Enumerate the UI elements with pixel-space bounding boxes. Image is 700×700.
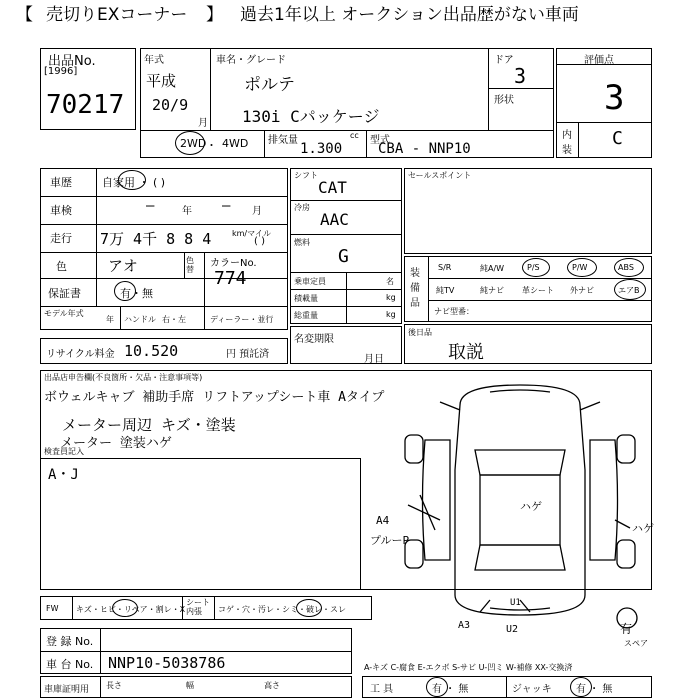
weight-label: 総重量: [294, 311, 318, 320]
ac-label: 冷房: [294, 203, 310, 212]
drive-2wd: 2WD: [180, 137, 207, 150]
inspection-label: 車検: [50, 204, 72, 217]
model-label: 型式: [370, 135, 390, 146]
mileage-paren: ( ): [254, 236, 265, 247]
jack-options: 有 ・ 無: [576, 684, 613, 695]
month-suffix: 月: [198, 118, 208, 129]
header-right-bracket: 】: [206, 5, 223, 25]
cert-height: 高さ: [264, 681, 280, 690]
fuel-value: G: [338, 246, 349, 267]
diagram-mark-a4: A4: [376, 514, 390, 527]
weight-unit: kg: [386, 310, 396, 319]
cert-length: 長さ: [106, 681, 122, 690]
inspection-dash-2: —: [222, 198, 231, 214]
chassis-value: NNP10-5038786: [108, 654, 226, 672]
reg-change-unit: 月日: [364, 354, 384, 365]
warranty-options: 有・無: [120, 287, 153, 300]
equip-alloy: 純A/W: [480, 264, 505, 273]
load-label: 積載量: [294, 294, 318, 303]
warranty-label: 保証書: [48, 287, 81, 300]
after-items-value: 取説: [448, 342, 484, 363]
history-options: 自家用 ・ ( ): [102, 176, 166, 189]
equip-ext-nav: 外ナビ: [570, 286, 594, 295]
lot-label: 出品No.: [48, 54, 96, 69]
year-month-value: 20/9: [152, 96, 189, 114]
notes-line-2: メーター周辺 キズ・塗装: [62, 416, 236, 434]
fw-items: キズ・ヒビ・リペア・割レ・X: [76, 605, 186, 614]
era-label: 年式: [144, 55, 164, 66]
inspector-value: A・J: [48, 467, 79, 483]
seat-circle: [296, 599, 322, 617]
grade-value: 130i Cパッケージ: [242, 107, 380, 126]
capacity-unit: 名: [386, 277, 394, 286]
sales-label: セールスポイント: [408, 171, 472, 180]
inspector-label: 検査員記入: [44, 447, 84, 456]
after-items-label: 後日品: [408, 328, 432, 337]
equip-pw-circle: [567, 258, 597, 277]
history-label: 車歴: [50, 176, 72, 189]
equip-leather: 革シート: [522, 286, 554, 295]
diagram-mark-u2: U2: [506, 624, 519, 635]
mileage-value: 7万 4千 8 8 4: [100, 230, 212, 248]
history-circle: [118, 170, 146, 190]
header-bar: [0, 0, 700, 30]
fw-circle: [112, 599, 138, 617]
car-rear-window: [475, 545, 565, 570]
color-no-value: 774: [214, 268, 247, 289]
handle-label: ハンドル: [124, 315, 156, 324]
car-left-side: [423, 440, 451, 560]
inspection-year: 年: [182, 206, 192, 217]
reg-change-label: 名変期限: [294, 334, 334, 345]
car-name-label: 車名・グレード: [216, 55, 286, 66]
equip-tv: 純TV: [436, 286, 455, 295]
seat-items: コゲ・穴・汚レ・シミ・破レ・スレ: [218, 605, 346, 614]
wheel-front-left: [405, 435, 423, 463]
displacement-unit: cc: [350, 131, 359, 140]
header-corner-title: 売切りEXコーナー: [46, 5, 188, 25]
displacement-value: 1.300: [300, 141, 343, 157]
model-year-label: モデル年式: [44, 309, 84, 318]
after-items-box: [404, 324, 652, 364]
mileage-label: 走行: [50, 232, 72, 245]
equip-ps: P/S: [527, 263, 540, 272]
interior-label-2: 装: [562, 145, 572, 156]
color-value: アオ: [108, 257, 138, 275]
rating-value: 3: [604, 78, 625, 118]
spare-value: 有: [620, 622, 633, 636]
capacity-label: 乗車定員: [294, 277, 326, 286]
shift-label: シフト: [294, 171, 318, 180]
equip-airbag-circle: [614, 279, 646, 300]
equipment-row-1: [428, 256, 652, 278]
garage-cert-label: 車庫証明用: [44, 685, 90, 695]
notes-line-1: ボウェルキャブ 補助手席 リフトアップシート車 Aタイプ: [44, 390, 385, 405]
shift-value: CAT: [318, 178, 347, 197]
interior-label-1: 内: [562, 130, 572, 141]
tools-label: 工 具: [370, 684, 394, 695]
ac-value: AAC: [320, 210, 349, 229]
equip-ps-circle: [522, 258, 550, 277]
color-label: 色: [56, 260, 67, 273]
color-change-label: 色替: [186, 256, 194, 274]
wheel-front-right: [617, 435, 635, 463]
rating-label: 評価点: [584, 55, 614, 66]
doors-label: ドア: [494, 55, 514, 66]
fw-label: FW: [46, 604, 59, 613]
load-unit: kg: [386, 293, 396, 302]
jack-label: ジャッキ: [512, 684, 552, 695]
seat-label: シート内張: [186, 598, 210, 616]
car-name-value: ポルテ: [244, 75, 295, 95]
tools-options: 有 ・ 無: [432, 684, 469, 695]
equip-nav: 純ナビ: [480, 286, 504, 295]
model-value: CBA - NNP10: [378, 141, 471, 157]
wheel-rear-right: [617, 540, 635, 568]
cert-width: 幅: [186, 681, 194, 690]
chassis-label: 車 台 No.: [46, 658, 94, 671]
spare-label: スペア: [624, 639, 648, 648]
drive-sep: ・: [206, 139, 217, 152]
equipment-label: 装備品: [410, 268, 420, 309]
color-no-label: カラーNo.: [210, 258, 257, 269]
diagram-mark-purple: プルーP: [370, 534, 410, 547]
drive-2wd-circle: [175, 131, 205, 155]
diagram-mark-hage-right: ハゲ: [632, 522, 654, 535]
drive-4wd: 4WD: [222, 137, 249, 150]
header-left-bracket: 【: [16, 5, 33, 25]
interior-value: C: [612, 128, 623, 149]
tools-circle: [426, 677, 448, 697]
equip-sr: S/R: [438, 263, 452, 272]
damage-legend: A-キズ C-腐食 E-エクボ S-サビ U-凹ミ W-補修 XX-交換済: [364, 663, 573, 672]
mileage-unit: km/マイル: [232, 229, 271, 238]
notes-line-3: メーター 塗装ハゲ: [60, 436, 172, 451]
displacement-label: 排気量: [268, 135, 298, 146]
era-value: 平成: [146, 72, 177, 90]
equip-abs: ABS: [618, 263, 634, 272]
diagram-mark-u1: U1: [510, 598, 521, 608]
car-windshield: [475, 450, 565, 475]
reg-no-label: 登 録 No.: [46, 635, 94, 648]
nav-model-label: ナビ型番：: [434, 307, 474, 316]
inspection-month: 月: [252, 206, 262, 217]
inspection-dash: —: [146, 198, 155, 214]
header-subtitle: 過去1年以上 オークション出品歴がない車両: [240, 5, 579, 25]
equip-pw: P/W: [572, 263, 588, 272]
handle-options: 右・左: [162, 315, 186, 324]
lot-number: 70217: [46, 90, 125, 120]
notes-section-label: 出品店申告欄(不良箇所・欠品・注意事項等): [44, 373, 203, 382]
model-year-suffix: 年: [106, 315, 114, 324]
warranty-circle: [114, 281, 136, 301]
jack-circle: [570, 677, 592, 697]
recycle-value: 10.520: [124, 342, 179, 360]
car-right-side: [590, 440, 618, 560]
equipment-row-2: [428, 278, 652, 300]
recycle-label: リサイクル料金: [46, 349, 115, 360]
equip-airbag: エアB: [618, 286, 640, 295]
shape-label: 形状: [494, 95, 514, 106]
diagram-mark-hage-center: ハゲ: [520, 500, 542, 513]
recycle-unit: 円 預託済: [226, 349, 270, 360]
equip-abs-circle: [614, 258, 644, 277]
lot-year-tag: [1996]: [44, 66, 78, 77]
dealer-label: ディーラー・並行: [210, 315, 274, 324]
doors-value: 3: [514, 64, 527, 88]
diagram-mark-a3: A3: [458, 620, 471, 631]
fuel-label: 燃料: [294, 238, 310, 247]
